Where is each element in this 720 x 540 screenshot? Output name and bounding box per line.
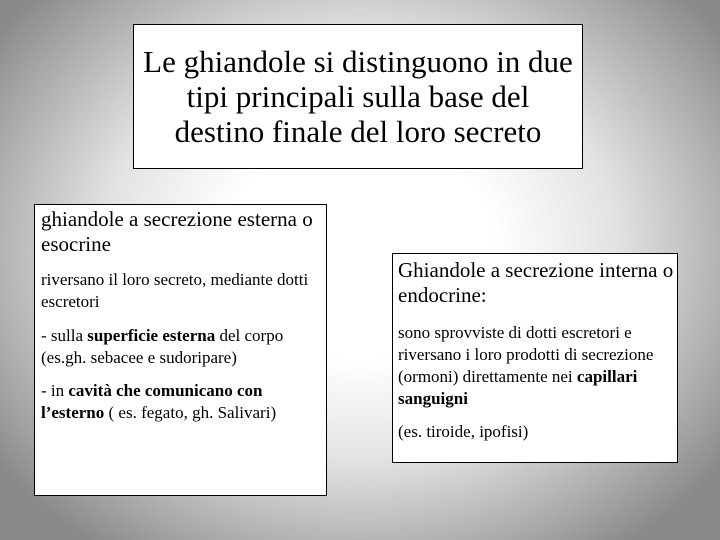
endocrine-box [392, 253, 678, 463]
endocrine-heading-wrap [398, 258, 677, 308]
exocrine-item-surface [41, 325, 320, 369]
exocrine-description: riversano il loro secreto, mediante dotti escretori [41, 270, 309, 311]
slide-title: Le ghiandole si distinguono in due tipi principali sulla base del destino finale del loro secreto [143, 44, 573, 149]
exocrine-item-surface-suffix: del corpo (es.gh. sebacee e sudoripare) [41, 326, 284, 367]
endocrine-heading-colon: : [480, 283, 487, 307]
exocrine-item-cavity-suffix: ( es. fegato, gh. Salivari) [104, 403, 277, 422]
exocrine-item-surface-bold: superficie esterna [87, 326, 216, 345]
endocrine-description-text: sono sprovviste di dotti escretori e riversano i loro prodotti di secrezione (ormoni) direttamente nei [398, 323, 654, 386]
exocrine-item-cavity-prefix: - in [41, 381, 69, 400]
endocrine-examples: (es. tiroide, ipofisi) [398, 422, 529, 441]
endocrine-description [398, 322, 677, 410]
title-box [133, 24, 583, 169]
exocrine-item-surface-prefix: - sulla [41, 326, 88, 345]
endocrine-description-bold: capillari sanguigni [398, 367, 638, 408]
exocrine-item-cavity-bold: cavità che comunicano con l’esterno [41, 381, 263, 422]
exocrine-box [34, 204, 327, 496]
exocrine-item-cavity [41, 380, 320, 424]
endocrine-heading: Ghiandole a secrezione interna o endocrine [398, 258, 674, 307]
exocrine-heading: ghiandole a secrezione esterna o esocrine [41, 207, 313, 256]
